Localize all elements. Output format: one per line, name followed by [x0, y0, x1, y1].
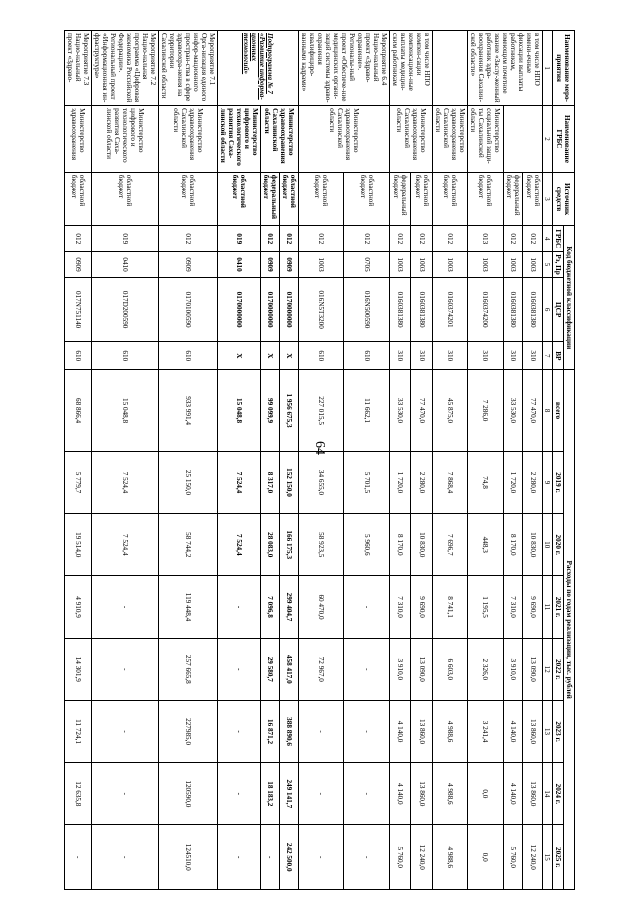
cell-csr: 0160381380: [390, 277, 412, 341]
cell-vr: 310: [503, 342, 523, 370]
cell-value: 120590,0: [159, 763, 218, 825]
cell-vr: Х: [280, 342, 299, 370]
cell-value: 8 317,0: [261, 451, 280, 513]
header-2021: 2021 г.: [553, 576, 564, 638]
cell-value: -: [344, 825, 390, 890]
cell-value: 12 240,0: [523, 825, 543, 890]
cell-value: 14 301,9: [65, 638, 92, 700]
cell-value: 2 280,0: [523, 451, 543, 513]
cell-rzpr: 1003: [299, 252, 345, 278]
cell-value: 152 150,0: [280, 451, 299, 513]
cell-value: 6 603,0: [433, 638, 468, 700]
cell-rzpr: 0705: [344, 252, 390, 278]
col-num: 1: [543, 31, 553, 106]
cell-value: -: [65, 825, 92, 890]
source: федеральный бюджет: [390, 172, 412, 226]
source: федеральный бюджет: [503, 172, 523, 226]
measure-name: в том числе НПО имени-ечные фиксации выплаты работникам, имеющим почетное звание «Заслу-женный работник здра-воохранения Сахалин-ской области»: [468, 31, 543, 106]
header-2023: 2023 г.: [553, 700, 564, 762]
grbs-name: Министерство здравоохранения Сахалинской области: [299, 106, 390, 173]
cell-value: -: [92, 763, 159, 825]
cell-value: 13 860,0: [411, 700, 433, 762]
cell-csr: 0170000000: [261, 277, 280, 341]
table-row: [92, 31, 159, 890]
cell-value: 4 140,0: [503, 763, 523, 825]
header-2025: 2025 г.: [553, 825, 564, 890]
cell-rzpr: 0909: [280, 252, 299, 278]
header-2022: 2022 г.: [553, 638, 564, 700]
col-num: 12: [543, 638, 553, 700]
source: областной бюджет: [433, 172, 468, 226]
grbs-name: Министерство здравоохранения Сахалинской области: [390, 106, 433, 173]
cell-csr: 0160381380: [523, 277, 543, 341]
cell-rzpr: 1003: [433, 252, 468, 278]
budget-table: [64, 30, 575, 890]
source: областной бюджет: [159, 172, 218, 226]
cell-value: 0,0: [468, 763, 504, 825]
cell-rzpr: 0410: [218, 252, 261, 278]
cell-value: -: [261, 825, 280, 890]
cell-grbs: 019: [92, 226, 159, 252]
header-2020: 2020 г.: [553, 514, 564, 576]
cell-value: 58 744,2: [159, 514, 218, 576]
header-rzpr: Рз, Пр: [553, 252, 564, 278]
table-row: [411, 31, 433, 890]
cell-value: 13 090,0: [523, 638, 543, 700]
header-2024: 2024 г.: [553, 763, 564, 825]
cell-value: 3 910,0: [503, 638, 523, 700]
rotated-table-wrapper: [66, 30, 575, 890]
col-num: 9: [543, 451, 553, 513]
cell-value: 7 286,0: [468, 370, 504, 452]
cell-value: -: [218, 638, 261, 700]
cell-rzpr: 0909: [65, 252, 92, 278]
cell-value: 7 524,4: [218, 451, 261, 513]
col-num: 14: [543, 763, 553, 825]
cell-value: 15 048,8: [92, 370, 159, 452]
cell-value: 18 183,2: [261, 763, 280, 825]
cell-vr: 610: [299, 342, 345, 370]
cell-vr: 310: [390, 342, 412, 370]
cell-rzpr: 0909: [261, 252, 280, 278]
cell-rzpr: 1003: [503, 252, 523, 278]
cell-value: 8 741,1: [433, 576, 468, 638]
col-num: 8: [543, 370, 553, 452]
cell-value: 458 417,0: [280, 638, 299, 700]
cell-grbs: 012: [503, 226, 523, 252]
cell-grbs: 012: [433, 226, 468, 252]
cell-rzpr: 0410: [92, 252, 159, 278]
cell-value: 12 240,0: [411, 825, 433, 890]
cell-value: 388 890,6: [280, 700, 299, 762]
cell-grbs: 012: [65, 226, 92, 252]
cell-grbs: 013: [468, 226, 504, 252]
cell-value: 25 150,0: [159, 451, 218, 513]
cell-csr: 0170000000: [218, 277, 261, 341]
cell-value: -: [92, 576, 159, 638]
cell-value: -: [218, 825, 261, 890]
source: областной бюджет: [523, 172, 543, 226]
cell-rzpr: 0909: [159, 252, 218, 278]
cell-value: 227 015,5: [299, 370, 345, 452]
cell-value: -: [92, 638, 159, 700]
cell-value: -: [299, 700, 345, 762]
cell-value: 242 500,0: [280, 825, 299, 890]
cell-value: 0,0: [468, 825, 504, 890]
header-total: всего: [553, 370, 564, 452]
measure-name: Мероприятие 7.2 Нацио-нальная программа «Цифровая экономика Российской Федерации». Региональный проект «Информационная ин-фраструктура»: [92, 31, 159, 106]
grbs-name: Министерство здравоохранения Сахалинской области: [433, 106, 468, 173]
cell-value: 19 514,0: [65, 514, 92, 576]
cell-value: 299 404,7: [280, 576, 299, 638]
cell-value: -: [344, 700, 390, 762]
cell-vr: 310: [523, 342, 543, 370]
cell-csr: 016N5T3200: [299, 277, 345, 341]
source: областной бюджет: [65, 172, 92, 226]
cell-value: 4 140,0: [390, 763, 412, 825]
cell-vr: 310: [468, 342, 504, 370]
cell-value: 5 701,5: [344, 451, 390, 513]
cell-value: 1 720,0: [390, 451, 412, 513]
cell-value: 166 175,3: [280, 514, 299, 576]
cell-value: 77 470,0: [411, 370, 433, 452]
page-number: 64: [312, 441, 327, 455]
cell-value: 72 967,0: [299, 638, 345, 700]
cell-value: 2 280,0: [411, 451, 433, 513]
grbs-name: Министерство здравоохранения Сахалинской области: [159, 106, 218, 173]
cell-value: -: [344, 638, 390, 700]
cell-value: -: [218, 763, 261, 825]
cell-value: -: [92, 700, 159, 762]
cell-vr: Х: [218, 342, 261, 370]
cell-value: 2 326,0: [468, 638, 504, 700]
cell-value: 68 866,4: [65, 370, 92, 452]
cell-value: -: [344, 576, 390, 638]
cell-value: 13 090,0: [411, 638, 433, 700]
table-row: [523, 31, 543, 890]
cell-csr: 0160374201: [433, 277, 468, 341]
cell-value: 4 910,9: [65, 576, 92, 638]
cell-grbs: 012: [344, 226, 390, 252]
cell-value: 4 988,6: [433, 700, 468, 762]
col-num: 11: [543, 576, 553, 638]
col-num: 2: [543, 106, 553, 173]
cell-csr: 0160374200: [468, 277, 504, 341]
header-grbs: ГРБС: [553, 226, 564, 252]
cell-value: -: [218, 576, 261, 638]
grbs-name: [503, 106, 542, 173]
cell-value: 99 099,9: [261, 370, 280, 452]
header-2019: 2019 г.: [553, 451, 564, 513]
cell-value: 12 635,8: [65, 763, 92, 825]
subprogram-name: Подпрограмма № 7 «Развитие информа-ционных технологий»: [218, 31, 299, 106]
cell-value: 13 860,0: [523, 763, 543, 825]
cell-value: 34 655,0: [299, 451, 345, 513]
cell-value: 1 956 675,3: [280, 370, 299, 452]
cell-value: 9 690,0: [411, 576, 433, 638]
cell-value: 7 310,0: [390, 576, 412, 638]
cell-value: 60 470,0: [299, 576, 345, 638]
cell-value: 11 662,1: [344, 370, 390, 452]
source: областной бюджет: [411, 172, 433, 226]
cell-grbs: 012: [390, 226, 412, 252]
cell-vr: 610: [92, 342, 159, 370]
cell-value: 7 524,4: [92, 451, 159, 513]
cell-csr: 0170100590: [159, 277, 218, 341]
table-row: [159, 31, 218, 890]
col-num: 7: [543, 342, 553, 370]
cell-value: 119 448,4: [159, 576, 218, 638]
cell-value: 33 530,0: [390, 370, 412, 452]
source: областной бюджет: [280, 172, 299, 226]
cell-value: 4 140,0: [390, 700, 412, 762]
cell-value: -: [218, 700, 261, 762]
col-num: 3: [543, 172, 553, 226]
cell-value: 1 195,5: [468, 576, 504, 638]
cell-value: 5 760,0: [390, 825, 412, 890]
source: областной бюджет: [218, 172, 261, 226]
cell-csr: 0170000000: [280, 277, 299, 341]
header-source: Источник средств: [553, 172, 575, 226]
grbs-name: Министерство цифрового и технологического развития Саха-линской области: [92, 106, 159, 173]
col-num: 5: [543, 252, 553, 278]
cell-csr: 016N500590: [344, 277, 390, 341]
cell-vr: Х: [261, 342, 280, 370]
cell-value: -: [344, 763, 390, 825]
header-kbk: Код бюджетной классификации: [564, 226, 575, 370]
cell-vr: 610: [65, 342, 92, 370]
cell-value: 4 140,0: [503, 700, 523, 762]
cell-csr: 017N751140: [65, 277, 92, 341]
cell-grbs: 019: [218, 226, 261, 252]
cell-vr: 610: [159, 342, 218, 370]
cell-value: 15 048,8: [218, 370, 261, 452]
cell-vr: 310: [433, 342, 468, 370]
cell-value: 933 991,4: [159, 370, 218, 452]
cell-value: 77 470,0: [523, 370, 543, 452]
cell-value: 227985,0: [159, 700, 218, 762]
col-num: 6: [543, 277, 553, 341]
measure-name: [433, 31, 468, 106]
header-grbs-name: Наименование ГРБС: [553, 106, 575, 173]
cell-value: 13 860,0: [411, 763, 433, 825]
cell-value: 11 724,1: [65, 700, 92, 762]
header-measure: Наименование меро-приятия: [553, 31, 575, 106]
cell-value: 3 910,0: [390, 638, 412, 700]
cell-vr: 310: [411, 342, 433, 370]
cell-grbs: 012: [159, 226, 218, 252]
cell-value: 124510,0: [159, 825, 218, 890]
table-row: [433, 31, 468, 890]
cell-csr: 017D200590: [92, 277, 159, 341]
cell-value: -: [299, 763, 345, 825]
cell-value: 7 310,0: [503, 576, 523, 638]
cell-value: 8 170,0: [503, 514, 523, 576]
grbs-name: Министерство здравоохранения: [65, 106, 92, 173]
measure-name: Мероприятие 6.4 Нацио-нальный проект «Здраво-охранение». Регионалы-ный проект «Обеспече-ние медицинских органи-заций системы здраво-охранения квалифициро-ванными кадрами»: [299, 31, 390, 106]
cell-rzpr: 1003: [390, 252, 412, 278]
col-num: 13: [543, 700, 553, 762]
cell-value: 5 760,0: [503, 825, 523, 890]
cell-grbs: 012: [411, 226, 433, 252]
cell-value: 10 830,0: [523, 514, 543, 576]
source: областной бюджет: [344, 172, 390, 226]
cell-csr: 0160381380: [503, 277, 523, 341]
grbs-name: Министерство здравоохранения Сахалинской области: [261, 106, 299, 173]
table-row: [218, 31, 261, 890]
col-num: 15: [543, 825, 553, 890]
cell-value: 4 988,6: [433, 763, 468, 825]
grbs-name: Министерство социальной защи-ты Сахалинской области: [468, 106, 504, 173]
cell-value: 8 170,0: [390, 514, 412, 576]
source: федеральный бюджет: [261, 172, 280, 226]
col-num: 4: [543, 226, 553, 252]
table-row: [468, 31, 504, 890]
cell-value: 3 241,4: [468, 700, 504, 762]
cell-rzpr: 1003: [411, 252, 433, 278]
cell-value: 33 530,0: [503, 370, 523, 452]
cell-grbs: 012: [299, 226, 345, 252]
cell-value: 1 720,0: [503, 451, 523, 513]
cell-value: -: [299, 825, 345, 890]
col-num: 10: [543, 514, 553, 576]
cell-rzpr: 1003: [523, 252, 543, 278]
measure-name: в том числе НПО компен-сации компенсацион-ные выплаты медицин-ским работникам: [390, 31, 433, 106]
cell-value: 7 524,4: [218, 514, 261, 576]
cell-value: 249 141,7: [280, 763, 299, 825]
cell-csr: 0160381380: [411, 277, 433, 341]
header-vr: ВР: [553, 342, 564, 370]
cell-value: -: [92, 825, 159, 890]
cell-value: 16 871,2: [261, 700, 280, 762]
table-row: [344, 31, 390, 890]
cell-value: 28 083,0: [261, 514, 280, 576]
cell-rzpr: 1003: [468, 252, 504, 278]
source: областной бюджет: [468, 172, 504, 226]
grbs-name: Министерство цифрового и технологического развития Саха-линской области: [218, 106, 261, 173]
header-csr: ЦСР: [553, 277, 564, 341]
cell-value: 58 923,5: [299, 514, 345, 576]
cell-grbs: 012: [280, 226, 299, 252]
measure-name: Мероприятие 7.1 Орга-низация единого инфор-мационного простран-ства в сфере здравоохра-нения на территории Сахалинской области: [159, 31, 218, 106]
cell-value: 74,8: [468, 451, 504, 513]
measure-name: Мероприятие 7.3 Нацио-нальный проект «Здраво-: [65, 31, 92, 106]
cell-value: 5 960,6: [344, 514, 390, 576]
cell-value: 7 524,4: [92, 514, 159, 576]
cell-value: 29 580,7: [261, 638, 280, 700]
cell-grbs: 012: [261, 226, 280, 252]
cell-value: 7 868,4: [433, 451, 468, 513]
column-numbers-row: [543, 31, 553, 890]
source: областной бюджет: [299, 172, 345, 226]
cell-value: 45 875,0: [433, 370, 468, 452]
table-row: [280, 31, 299, 890]
cell-value: 13 860,0: [523, 700, 543, 762]
cell-value: 257 665,8: [159, 638, 218, 700]
table-row: [65, 31, 92, 890]
cell-value: 448,3: [468, 514, 504, 576]
cell-value: 10 830,0: [411, 514, 433, 576]
header-expenses: Расходы по годам реализации, тыс. рублей: [564, 370, 575, 890]
cell-value: 7 096,8: [261, 576, 280, 638]
cell-vr: 610: [344, 342, 390, 370]
cell-grbs: 012: [523, 226, 543, 252]
cell-value: 9 690,0: [523, 576, 543, 638]
source: областной бюджет: [92, 172, 159, 226]
cell-value: 5 779,7: [65, 451, 92, 513]
cell-value: 4 988,6: [433, 825, 468, 890]
cell-value: 7 696,7: [433, 514, 468, 576]
